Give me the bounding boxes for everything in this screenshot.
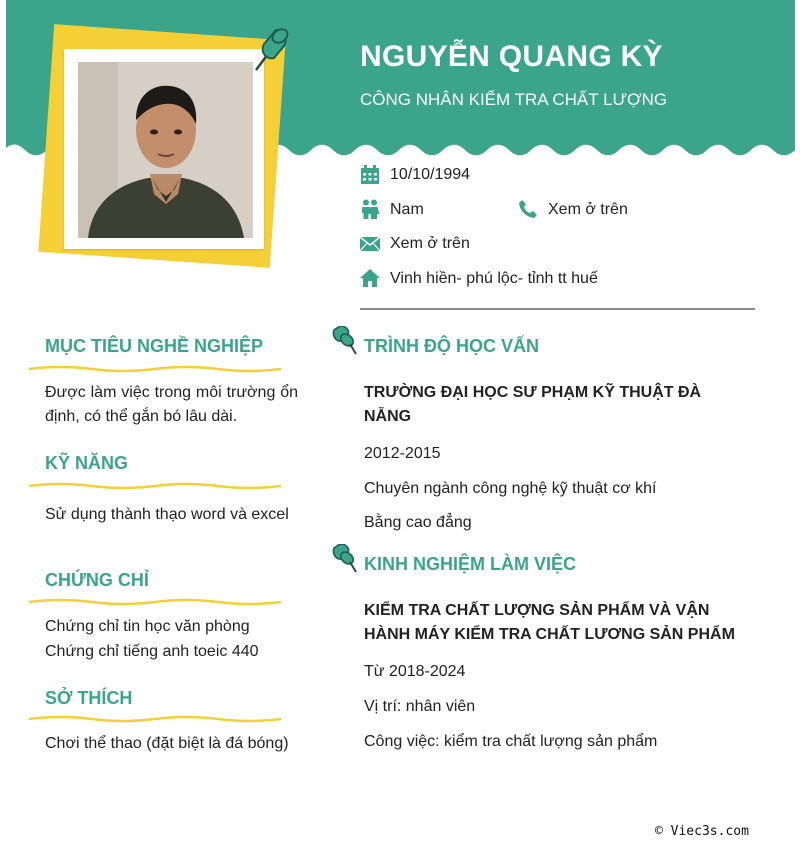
pushpin-icon <box>330 326 358 356</box>
experience-duties: Công việc: kiểm tra chất lượng sản phẩm <box>364 733 658 750</box>
section-underline <box>29 597 281 607</box>
education-period: 2012-2015 <box>364 445 441 462</box>
phone-icon <box>518 199 538 219</box>
gender: Nam <box>390 201 424 218</box>
experience-job-title: KIỂM TRA CHẤT LƯỢNG SẢN PHẨM VÀ VẬN HÀNH MÁY KIỂM TRA CHẤT LƯƠNG SẢN PHẨM <box>364 602 735 643</box>
section-underline <box>29 364 281 374</box>
education-degree: Bằng cao đẳng <box>364 514 472 531</box>
certificate-item: Chứng chỉ tin học văn phòng <box>45 618 250 635</box>
birthdate: 10/10/1994 <box>390 166 471 183</box>
skills-text: Sử dụng thành thạo word và excel <box>45 506 289 523</box>
phone: Xem ở trên <box>548 201 628 218</box>
footer-credit: © Viec3s.com <box>655 824 749 839</box>
experience-period: Từ 2018-2024 <box>364 663 466 680</box>
hobbies-title: SỞ THÍCH <box>45 688 133 708</box>
objective-title: MỤC TIÊU NGHỀ NGHIỆP <box>45 336 264 356</box>
divider <box>360 308 755 310</box>
candidate-name: NGUYỄN QUANG KỲ <box>360 40 663 73</box>
pushpin-icon <box>250 26 292 72</box>
education-major: Chuyên ngành công nghệ kỹ thuật cơ khí <box>364 480 657 497</box>
certificates-title: CHỨNG CHỈ <box>45 570 149 590</box>
education-title: TRÌNH ĐỘ HỌC VẤN <box>364 336 539 356</box>
pushpin-icon <box>330 544 358 574</box>
experience-title: KINH NGHIỆM LÀM VIỆC <box>364 554 577 574</box>
calendar-icon <box>360 165 380 185</box>
candidate-position: CÔNG NHÂN KIỂM TRA CHẤT LƯỢNG <box>360 90 668 109</box>
hobbies-text: Chơi thể thao (đặt biệt là đá bóng) <box>45 735 289 752</box>
email: Xem ở trên <box>390 235 470 252</box>
mail-icon <box>360 234 380 254</box>
section-underline <box>29 714 281 724</box>
education-school: TRƯỜNG ĐẠI HỌC SƯ PHẠM KỸ THUẬT ĐÀ NẴNG <box>364 384 702 425</box>
people-icon <box>360 199 380 219</box>
address: Vinh hiền- phú lộc- tỉnh tt huế <box>390 270 598 287</box>
objective-text: Được làm việc trong môi trường ổn định, có thể gắn bó lâu dài. <box>45 384 298 425</box>
certificate-item: Chứng chỉ tiếng anh toeic 440 <box>45 643 259 660</box>
profile-photo <box>78 62 253 238</box>
section-underline <box>29 481 281 491</box>
experience-role: Vị trí: nhân viên <box>364 698 476 715</box>
home-icon <box>360 268 380 288</box>
skills-title: KỸ NĂNG <box>45 453 129 473</box>
